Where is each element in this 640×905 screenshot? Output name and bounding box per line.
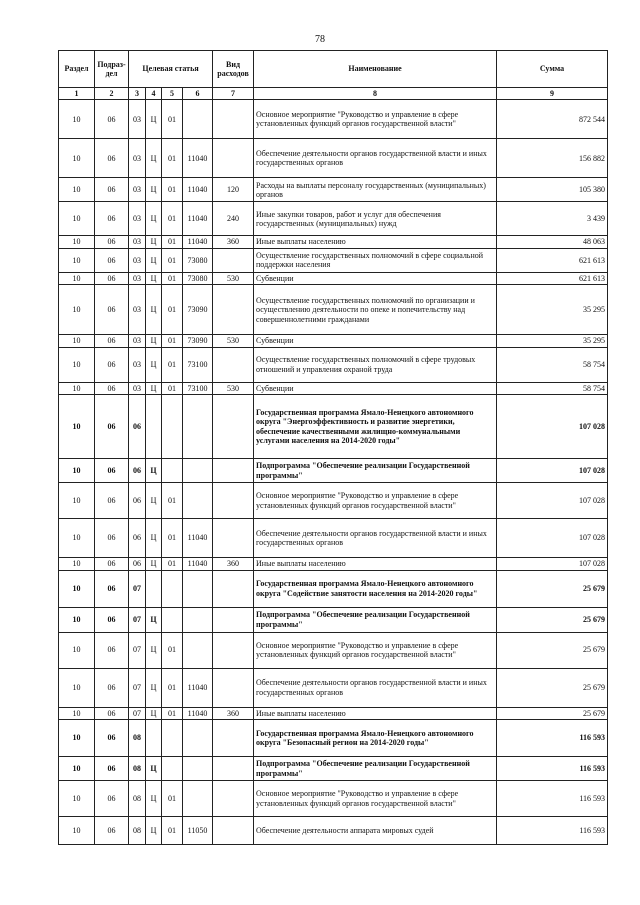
cell-subprogram-code: Ц <box>146 272 162 284</box>
cell-razdel: 10 <box>59 781 95 817</box>
cell-expense-type <box>213 483 254 519</box>
header-name: Наименование <box>254 51 497 88</box>
cell-direction-code: 11040 <box>183 202 213 236</box>
cell-program-code: 07 <box>129 632 146 668</box>
cell-direction-code <box>183 781 213 817</box>
cell-measure-code: 01 <box>162 781 183 817</box>
column-number: 4 <box>146 88 162 100</box>
cell-measure-code <box>162 395 183 459</box>
cell-razdel: 10 <box>59 395 95 459</box>
cell-expense-type: 360 <box>213 707 254 719</box>
cell-subprogram-code: Ц <box>146 382 162 394</box>
cell-name: Государственная программа Ямало-Ненецкого автономного округа "Энергоэффективность и развитие энергетики, обеспечение качественными жилищно-коммунальными услугами населения на 2014-2020 годы" <box>254 395 497 459</box>
cell-program-code: 03 <box>129 100 146 139</box>
cell-expense-type <box>213 720 254 757</box>
column-number: 5 <box>162 88 183 100</box>
cell-measure-code <box>162 607 183 632</box>
cell-measure-code: 01 <box>162 519 183 558</box>
cell-expense-type <box>213 668 254 707</box>
cell-measure-code: 01 <box>162 272 183 284</box>
cell-direction-code: 11040 <box>183 236 213 248</box>
cell-podrazdel: 06 <box>95 395 129 459</box>
table-row <box>59 483 608 519</box>
cell-name: Субвенции <box>254 382 497 394</box>
cell-sum: 621 613 <box>497 248 608 272</box>
cell-direction-code <box>183 632 213 668</box>
cell-direction-code <box>183 395 213 459</box>
cell-podrazdel: 06 <box>95 607 129 632</box>
cell-measure-code: 01 <box>162 347 183 382</box>
header-sum: Сумма <box>497 51 608 88</box>
cell-direction-code: 73100 <box>183 382 213 394</box>
table-row <box>59 707 608 719</box>
cell-name: Подпрограмма "Обеспечение реализации Государственной программы" <box>254 607 497 632</box>
cell-measure-code: 01 <box>162 178 183 202</box>
cell-program-code: 06 <box>129 395 146 459</box>
header-row <box>59 51 608 88</box>
cell-expense-type: 530 <box>213 272 254 284</box>
cell-sum: 25 679 <box>497 707 608 719</box>
cell-subprogram-code: Ц <box>146 100 162 139</box>
cell-razdel: 10 <box>59 707 95 719</box>
cell-sum: 107 028 <box>497 558 608 570</box>
cell-razdel: 10 <box>59 607 95 632</box>
cell-sum: 116 593 <box>497 720 608 757</box>
cell-program-code: 06 <box>129 459 146 483</box>
table-row <box>59 347 608 382</box>
cell-podrazdel: 06 <box>95 570 129 607</box>
column-number: 6 <box>183 88 213 100</box>
cell-direction-code <box>183 757 213 781</box>
cell-measure-code: 01 <box>162 202 183 236</box>
cell-name: Подпрограмма "Обеспечение реализации Государственной программы" <box>254 757 497 781</box>
cell-program-code: 08 <box>129 757 146 781</box>
table-row <box>59 139 608 178</box>
cell-direction-code: 11040 <box>183 668 213 707</box>
cell-subprogram-code: Ц <box>146 781 162 817</box>
cell-direction-code: 11040 <box>183 519 213 558</box>
cell-measure-code <box>162 757 183 781</box>
cell-podrazdel: 06 <box>95 519 129 558</box>
cell-expense-type <box>213 100 254 139</box>
cell-razdel: 10 <box>59 668 95 707</box>
cell-sum: 107 028 <box>497 395 608 459</box>
cell-sum: 105 380 <box>497 178 608 202</box>
cell-direction-code: 11050 <box>183 817 213 845</box>
cell-name: Осуществление государственных полномочий в сфере социальной поддержки населения <box>254 248 497 272</box>
cell-direction-code: 11040 <box>183 178 213 202</box>
cell-sum: 25 679 <box>497 632 608 668</box>
cell-razdel: 10 <box>59 202 95 236</box>
cell-program-code: 06 <box>129 558 146 570</box>
cell-sum: 25 679 <box>497 607 608 632</box>
cell-sum: 25 679 <box>497 668 608 707</box>
cell-razdel: 10 <box>59 248 95 272</box>
cell-expense-type: 240 <box>213 202 254 236</box>
cell-program-code: 07 <box>129 607 146 632</box>
cell-expense-type: 530 <box>213 335 254 347</box>
cell-podrazdel: 06 <box>95 483 129 519</box>
cell-measure-code: 01 <box>162 817 183 845</box>
cell-direction-code: 73100 <box>183 347 213 382</box>
cell-subprogram-code: Ц <box>146 483 162 519</box>
column-number: 3 <box>129 88 146 100</box>
cell-sum: 116 593 <box>497 781 608 817</box>
cell-expense-type <box>213 459 254 483</box>
cell-measure-code: 01 <box>162 632 183 668</box>
cell-name: Обеспечение деятельности органов государственной власти и иных государственных органов <box>254 519 497 558</box>
cell-sum: 107 028 <box>497 459 608 483</box>
cell-sum: 107 028 <box>497 519 608 558</box>
cell-measure-code <box>162 720 183 757</box>
table-row <box>59 395 608 459</box>
cell-podrazdel: 06 <box>95 558 129 570</box>
cell-name: Государственная программа Ямало-Ненецкого автономного округа "Безопасный регион на 2014-2020 годы" <box>254 720 497 757</box>
table-row <box>59 817 608 845</box>
budget-table <box>58 50 608 845</box>
cell-razdel: 10 <box>59 570 95 607</box>
table-row <box>59 335 608 347</box>
cell-expense-type <box>213 248 254 272</box>
cell-subprogram-code: Ц <box>146 668 162 707</box>
cell-name: Осуществление государственных полномочий по организации и осуществлению деятельности по опеке и попечительству над совершеннолетними гражданами <box>254 285 497 335</box>
cell-razdel: 10 <box>59 335 95 347</box>
cell-measure-code: 01 <box>162 707 183 719</box>
table-row <box>59 285 608 335</box>
cell-program-code: 07 <box>129 707 146 719</box>
cell-razdel: 10 <box>59 236 95 248</box>
cell-expense-type: 530 <box>213 382 254 394</box>
cell-measure-code: 01 <box>162 100 183 139</box>
cell-direction-code: 11040 <box>183 139 213 178</box>
cell-expense-type: 360 <box>213 236 254 248</box>
table-row <box>59 607 608 632</box>
cell-sum: 872 544 <box>497 100 608 139</box>
cell-podrazdel: 06 <box>95 236 129 248</box>
cell-podrazdel: 06 <box>95 272 129 284</box>
cell-subprogram-code: Ц <box>146 335 162 347</box>
column-number: 2 <box>95 88 129 100</box>
cell-expense-type <box>213 347 254 382</box>
cell-measure-code: 01 <box>162 335 183 347</box>
table-body <box>59 100 608 845</box>
cell-sum: 58 754 <box>497 347 608 382</box>
cell-podrazdel: 06 <box>95 382 129 394</box>
cell-name: Иные закупки товаров, работ и услуг для обеспечения государственных (муниципальных) нужд <box>254 202 497 236</box>
cell-name: Иные выплаты населению <box>254 236 497 248</box>
cell-podrazdel: 06 <box>95 100 129 139</box>
cell-direction-code <box>183 459 213 483</box>
cell-razdel: 10 <box>59 347 95 382</box>
cell-podrazdel: 06 <box>95 668 129 707</box>
cell-razdel: 10 <box>59 817 95 845</box>
table-row <box>59 519 608 558</box>
cell-program-code: 03 <box>129 202 146 236</box>
header-target-article: Целевая статья <box>129 51 213 88</box>
table-row <box>59 757 608 781</box>
cell-name: Основное мероприятие "Руководство и управление в сфере установленных функций органов государственной власти" <box>254 781 497 817</box>
table-row <box>59 570 608 607</box>
cell-sum: 35 295 <box>497 335 608 347</box>
cell-program-code: 03 <box>129 248 146 272</box>
cell-measure-code: 01 <box>162 248 183 272</box>
cell-direction-code <box>183 607 213 632</box>
cell-subprogram-code: Ц <box>146 757 162 781</box>
header-podrazdel: Подраз-дел <box>95 51 129 88</box>
cell-razdel: 10 <box>59 632 95 668</box>
cell-name: Обеспечение деятельности аппарата мировых судей <box>254 817 497 845</box>
cell-direction-code: 73090 <box>183 285 213 335</box>
cell-measure-code <box>162 570 183 607</box>
column-number: 9 <box>497 88 608 100</box>
column-number: 8 <box>254 88 497 100</box>
cell-measure-code: 01 <box>162 139 183 178</box>
table-row <box>59 272 608 284</box>
cell-sum: 25 679 <box>497 570 608 607</box>
cell-podrazdel: 06 <box>95 285 129 335</box>
cell-razdel: 10 <box>59 757 95 781</box>
cell-measure-code: 01 <box>162 285 183 335</box>
cell-subprogram-code: Ц <box>146 607 162 632</box>
cell-subprogram-code: Ц <box>146 707 162 719</box>
cell-subprogram-code: Ц <box>146 459 162 483</box>
cell-expense-type <box>213 519 254 558</box>
cell-expense-type <box>213 632 254 668</box>
cell-podrazdel: 06 <box>95 817 129 845</box>
cell-direction-code: 73080 <box>183 248 213 272</box>
cell-razdel: 10 <box>59 483 95 519</box>
cell-subprogram-code: Ц <box>146 817 162 845</box>
cell-sum: 3 439 <box>497 202 608 236</box>
cell-program-code: 08 <box>129 720 146 757</box>
table-row <box>59 558 608 570</box>
column-number-row <box>59 88 608 100</box>
table-row <box>59 248 608 272</box>
cell-razdel: 10 <box>59 382 95 394</box>
cell-podrazdel: 06 <box>95 335 129 347</box>
cell-name: Основное мероприятие "Руководство и управление в сфере установленных функций органов государственной власти" <box>254 100 497 139</box>
cell-direction-code <box>183 100 213 139</box>
cell-direction-code <box>183 483 213 519</box>
cell-razdel: 10 <box>59 272 95 284</box>
cell-name: Субвенции <box>254 335 497 347</box>
cell-program-code: 03 <box>129 178 146 202</box>
cell-razdel: 10 <box>59 459 95 483</box>
page-number: 78 <box>315 34 325 45</box>
cell-subprogram-code: Ц <box>146 202 162 236</box>
cell-program-code: 03 <box>129 272 146 284</box>
cell-podrazdel: 06 <box>95 720 129 757</box>
cell-subprogram-code: Ц <box>146 558 162 570</box>
cell-program-code: 03 <box>129 139 146 178</box>
cell-name: Расходы на выплаты персоналу государственных (муниципальных) органов <box>254 178 497 202</box>
table-row <box>59 100 608 139</box>
cell-podrazdel: 06 <box>95 781 129 817</box>
cell-direction-code: 11040 <box>183 558 213 570</box>
cell-subprogram-code: Ц <box>146 248 162 272</box>
cell-name: Основное мероприятие "Руководство и управление в сфере установленных функций органов государственной власти" <box>254 632 497 668</box>
cell-razdel: 10 <box>59 285 95 335</box>
cell-program-code: 03 <box>129 347 146 382</box>
cell-expense-type <box>213 781 254 817</box>
cell-direction-code <box>183 570 213 607</box>
cell-name: Иные выплаты населению <box>254 558 497 570</box>
cell-name: Обеспечение деятельности органов государственной власти и иных государственных органов <box>254 668 497 707</box>
cell-name: Субвенции <box>254 272 497 284</box>
cell-expense-type: 360 <box>213 558 254 570</box>
cell-subprogram-code: Ц <box>146 236 162 248</box>
cell-podrazdel: 06 <box>95 178 129 202</box>
cell-name: Обеспечение деятельности органов государственной власти и иных государственных органов <box>254 139 497 178</box>
cell-expense-type <box>213 570 254 607</box>
column-number: 1 <box>59 88 95 100</box>
cell-sum: 116 593 <box>497 757 608 781</box>
table-row <box>59 720 608 757</box>
cell-razdel: 10 <box>59 720 95 757</box>
cell-razdel: 10 <box>59 178 95 202</box>
table-row <box>59 202 608 236</box>
cell-sum: 48 063 <box>497 236 608 248</box>
cell-razdel: 10 <box>59 558 95 570</box>
header-razdel: Раздел <box>59 51 95 88</box>
cell-subprogram-code: Ц <box>146 632 162 668</box>
cell-sum: 107 028 <box>497 483 608 519</box>
cell-podrazdel: 06 <box>95 707 129 719</box>
table-row <box>59 668 608 707</box>
cell-measure-code: 01 <box>162 483 183 519</box>
cell-program-code: 06 <box>129 483 146 519</box>
cell-sum: 621 613 <box>497 272 608 284</box>
cell-expense-type <box>213 817 254 845</box>
cell-name: Основное мероприятие "Руководство и управление в сфере установленных функций органов государственной власти" <box>254 483 497 519</box>
cell-subprogram-code: Ц <box>146 285 162 335</box>
cell-subprogram-code: Ц <box>146 178 162 202</box>
cell-direction-code: 73080 <box>183 272 213 284</box>
table-row <box>59 178 608 202</box>
cell-podrazdel: 06 <box>95 202 129 236</box>
cell-measure-code: 01 <box>162 668 183 707</box>
cell-program-code: 06 <box>129 519 146 558</box>
cell-expense-type <box>213 607 254 632</box>
cell-direction-code: 73090 <box>183 335 213 347</box>
cell-measure-code: 01 <box>162 558 183 570</box>
cell-program-code: 08 <box>129 817 146 845</box>
cell-sum: 35 295 <box>497 285 608 335</box>
cell-expense-type <box>213 395 254 459</box>
cell-program-code: 08 <box>129 781 146 817</box>
cell-subprogram-code <box>146 395 162 459</box>
header-expense-type: Вид расходов <box>213 51 254 88</box>
cell-razdel: 10 <box>59 100 95 139</box>
cell-sum: 116 593 <box>497 817 608 845</box>
cell-subprogram-code: Ц <box>146 139 162 178</box>
cell-subprogram-code <box>146 570 162 607</box>
cell-razdel: 10 <box>59 139 95 178</box>
cell-subprogram-code: Ц <box>146 347 162 382</box>
cell-measure-code <box>162 459 183 483</box>
cell-expense-type <box>213 139 254 178</box>
cell-expense-type: 120 <box>213 178 254 202</box>
cell-podrazdel: 06 <box>95 139 129 178</box>
cell-podrazdel: 06 <box>95 632 129 668</box>
cell-expense-type <box>213 757 254 781</box>
cell-sum: 156 882 <box>497 139 608 178</box>
cell-direction-code: 11040 <box>183 707 213 719</box>
cell-expense-type <box>213 285 254 335</box>
cell-podrazdel: 06 <box>95 347 129 382</box>
cell-program-code: 07 <box>129 668 146 707</box>
cell-measure-code: 01 <box>162 382 183 394</box>
table-row <box>59 236 608 248</box>
cell-direction-code <box>183 720 213 757</box>
cell-podrazdel: 06 <box>95 459 129 483</box>
cell-program-code: 03 <box>129 285 146 335</box>
cell-measure-code: 01 <box>162 236 183 248</box>
cell-razdel: 10 <box>59 519 95 558</box>
table-row <box>59 632 608 668</box>
cell-sum: 58 754 <box>497 382 608 394</box>
table-row <box>59 781 608 817</box>
cell-name: Иные выплаты населению <box>254 707 497 719</box>
table-row <box>59 459 608 483</box>
cell-podrazdel: 06 <box>95 248 129 272</box>
cell-name: Подпрограмма "Обеспечение реализации Государственной программы" <box>254 459 497 483</box>
cell-program-code: 03 <box>129 335 146 347</box>
cell-program-code: 03 <box>129 382 146 394</box>
cell-subprogram-code <box>146 720 162 757</box>
cell-name: Государственная программа Ямало-Ненецкого автономного округа "Содействие занятости населения на 2014-2020 годы" <box>254 570 497 607</box>
cell-subprogram-code: Ц <box>146 519 162 558</box>
table-row <box>59 382 608 394</box>
cell-program-code: 03 <box>129 236 146 248</box>
cell-name: Осуществление государственных полномочий в сфере трудовых отношений и управления охраной труда <box>254 347 497 382</box>
cell-program-code: 07 <box>129 570 146 607</box>
cell-podrazdel: 06 <box>95 757 129 781</box>
column-number: 7 <box>213 88 254 100</box>
